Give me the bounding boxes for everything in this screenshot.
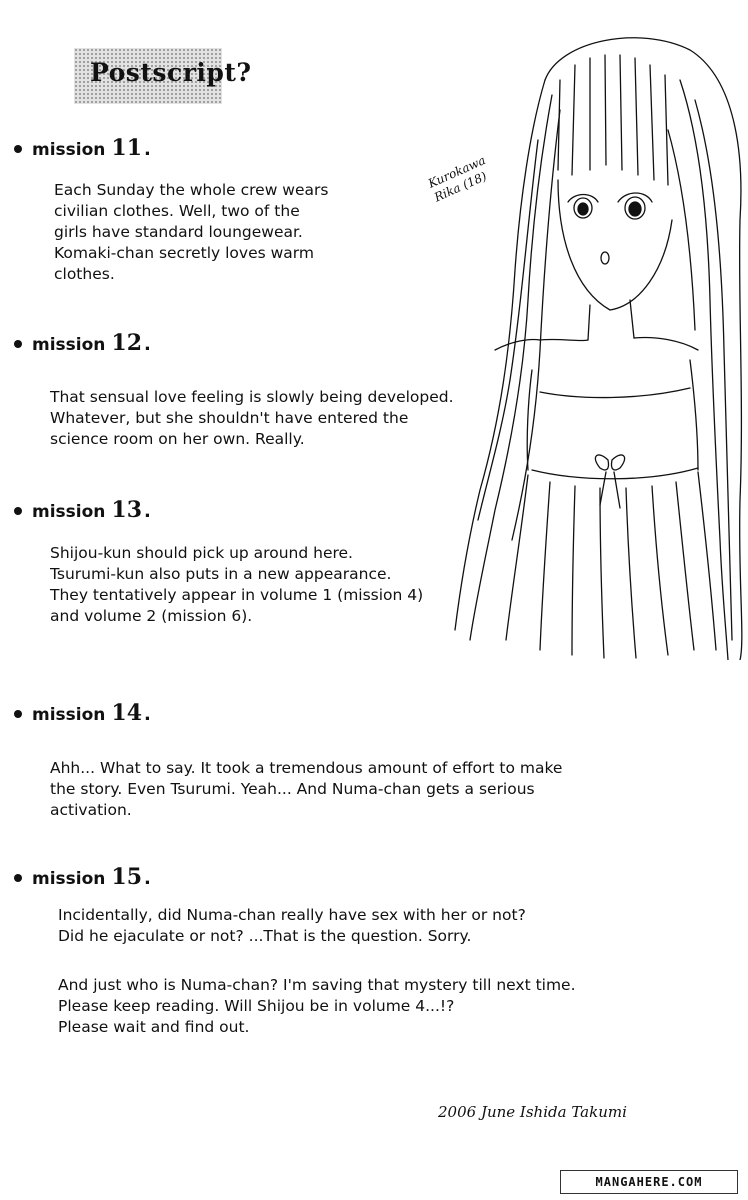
mission-12-heading [14, 330, 151, 360]
mission-13-heading [14, 497, 151, 527]
mission-dot: . [144, 501, 151, 522]
mission-word: mission [32, 869, 106, 889]
bullet-icon [14, 340, 22, 348]
mission-number: 14 [111, 700, 143, 726]
mission-dot: . [144, 334, 151, 355]
bullet-icon [14, 874, 22, 882]
bullet-icon [14, 145, 22, 153]
character-illustration [440, 20, 748, 660]
bullet-icon [14, 507, 22, 515]
mission-number: 13 [111, 497, 143, 523]
mission-13-text: Shijou-kun should pick up around here. Tsurumi-kun also puts in a new appearance. They tentatively appear in volume 1 (mission 4) and volume 2 (mission 6). [50, 544, 424, 625]
mission-dot: . [144, 139, 151, 160]
mission-word: mission [32, 705, 106, 725]
mission-15-heading [14, 864, 151, 894]
mission-11-text: Each Sunday the whole crew wears civilian clothes. Well, two of the girls have standard loungewear. Komaki-chan secretly loves warm clothes. [54, 181, 329, 283]
mission-word: mission [32, 140, 106, 160]
mission-14-heading [14, 700, 151, 730]
mission-word: mission [32, 502, 106, 522]
site-watermark: MANGAHERE.COM [560, 1170, 738, 1194]
mission-dot: . [144, 704, 151, 725]
bullet-icon [14, 710, 22, 718]
mission-14-text: Ahh... What to say. It took a tremendous amount of effort to make the story. Even Tsurumi. Yeah... And Numa-chan gets a serious activation. [50, 759, 563, 819]
mission-11-heading [14, 135, 151, 165]
mission-15-text-continued: And just who is Numa-chan? I'm saving that mystery till next time. Please keep reading. Will Shijou be in volume 4...!? Please wait and find out. [58, 976, 576, 1036]
mission-number: 15 [111, 864, 143, 890]
character-name-label: Kurokawa Rika (18) [426, 153, 489, 205]
page-title: Postscript? [90, 58, 252, 87]
mission-dot: . [144, 868, 151, 889]
mission-15-text: Incidentally, did Numa-chan really have sex with her or not? Did he ejaculate or not? ...That is the question. Sorry. [58, 906, 526, 945]
mission-12-text: That sensual love feeling is slowly being developed. Whatever, but she shouldn't have entered the science room on her own. Really. [50, 388, 454, 448]
author-signature: 2006 June Ishida Takumi [438, 1103, 627, 1121]
mission-word: mission [32, 335, 106, 355]
mission-number: 11 [111, 135, 143, 161]
mission-number: 12 [111, 330, 143, 356]
